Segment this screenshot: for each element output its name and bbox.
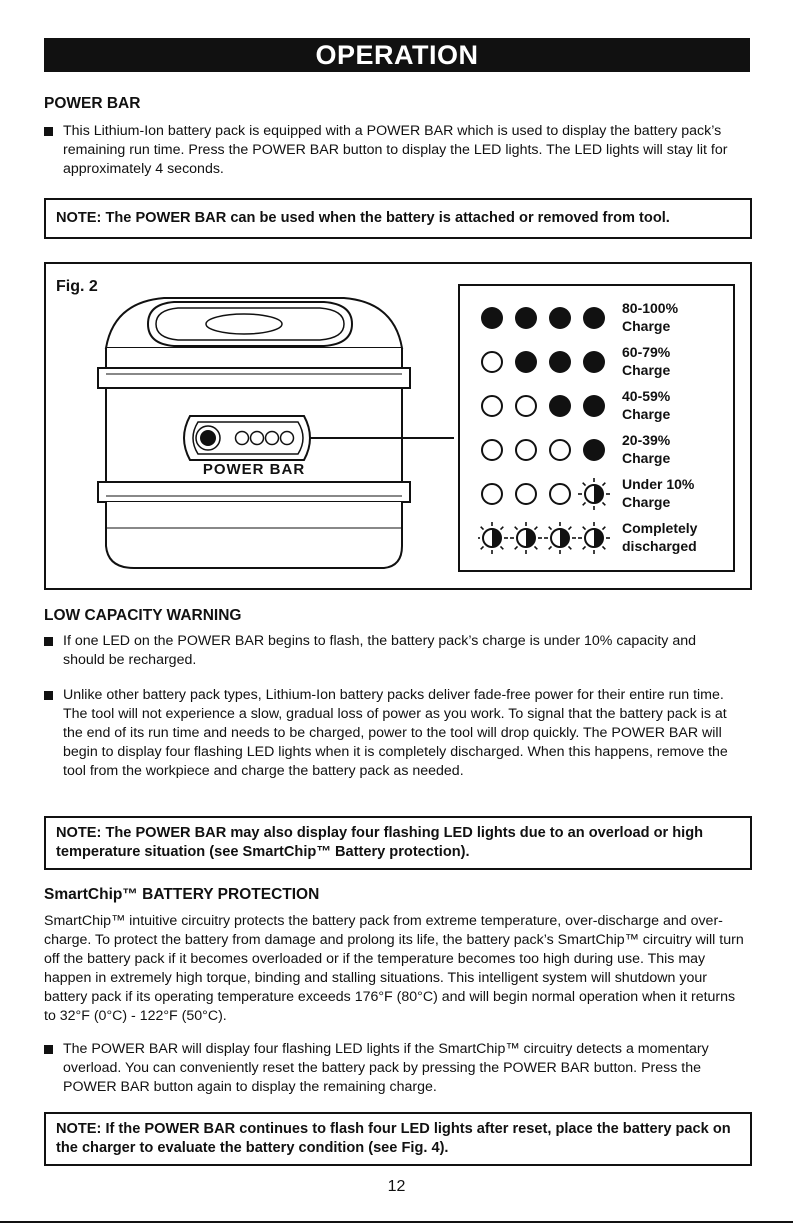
legend-row (460, 298, 733, 342)
led-on (583, 351, 605, 373)
smartchip-heading: SmartChip™ BATTERY PROTECTION (44, 886, 320, 903)
power-bar-heading: POWER BAR (44, 95, 141, 112)
page-number: 12 (387, 1178, 406, 1195)
led-flash (510, 522, 542, 554)
led-on (515, 351, 537, 373)
section-header: OPERATION (44, 38, 750, 72)
figure-2 (44, 262, 752, 590)
footer-rule (0, 1221, 793, 1223)
led-on (481, 307, 503, 329)
led-off (516, 484, 536, 504)
power-bar-label: POWER BAR (202, 461, 306, 478)
smartchip-bullet: The POWER BAR will display four flashing LED lights if the SmartChip™ circuitry detects a momentary overload. You can conveniently reset the battery pack by pressing the POWER BAR button. Press the POWER BAR button again to display the remaining charge. (44, 1040, 750, 1097)
led-indicator-icon (478, 430, 618, 470)
bullet-square (44, 637, 53, 646)
legend-label: Completely discharged (622, 520, 698, 554)
low-capacity-bullet-2: Unlike other battery pack types, Lithium-Ion battery packs deliver fade-free power for their entire run time. The tool will not experience a slow, gradual loss of power as you work. To signal that the battery pack is at the end of its run time and needs to be charged, power to the tool will drop quickly. The POWER BAR will begin to display four flashing LED lights when it is completely discharged. When this happens, remove the tool from the workpiece and charge the battery pack as needed. (44, 686, 750, 781)
legend-row (460, 386, 733, 430)
led-indicator-icon (478, 386, 618, 426)
power-bar-note: NOTE: The POWER BAR can be used when the battery is attached or removed from tool. (44, 198, 752, 239)
led-on (549, 351, 571, 373)
legend-row (460, 518, 733, 562)
power-bar-bullet: This Lithium-Ion battery pack is equipped with a POWER BAR which is used to display the battery pack’s remaining run time. Press the POWER BAR button to display the LED lights. The LED lights will stay lit for approximately 4 seconds. (44, 122, 750, 179)
led-flash (578, 478, 610, 510)
low-capacity-note: NOTE: The POWER BAR may also display four flashing LED lights due to an overload or high temperature situation (see SmartChip™ Battery protection). (44, 816, 752, 870)
led-indicator-icon (478, 342, 618, 382)
figure-label: Fig. 2 (56, 278, 98, 295)
led-on (549, 395, 571, 417)
led-off (516, 440, 536, 460)
led-indicator-icon (478, 518, 618, 558)
legend-label: 80-100% Charge (622, 300, 679, 334)
led-indicator-icon (478, 298, 618, 338)
led-off (482, 352, 502, 372)
legend-label: 20-39% Charge (622, 432, 671, 466)
led-on (549, 307, 571, 329)
led-flash (478, 522, 508, 554)
led-flash (544, 522, 576, 554)
legend-row (460, 430, 733, 474)
led-on (583, 439, 605, 461)
legend-label: 60-79% Charge (622, 344, 671, 378)
bullet-square (44, 1045, 53, 1054)
legend-label: Under 10% Charge (622, 476, 695, 510)
bullet-square (44, 127, 53, 136)
led-flash (578, 522, 610, 554)
led-on (515, 307, 537, 329)
smartchip-note: NOTE: If the POWER BAR continues to flash four LED lights after reset, place the battery pack on the charger to evaluate the battery condition (see Fig. 4). (44, 1112, 752, 1166)
smartchip-paragraph: SmartChip™ intuitive circuitry protects the battery pack from extreme temperature, over-discharge and over-charge. To protect the battery from damage and prolong its life, the battery pack’s SmartChip™ circuitry will turn off the battery pack if it becomes overloaded or if the temperature becomes too high during use. This may happen in extremely high torque, binding and stalling situations. This intelligent system will shutdown your battery pack if its operating temperature exceeds 176°F (80°C) and will begin normal operation when it returns to 32°F (0°C) - 122°F (50°C). (44, 913, 744, 1024)
led-off (516, 396, 536, 416)
low-capacity-heading: LOW CAPACITY WARNING (44, 607, 242, 624)
led-off (550, 440, 570, 460)
led-off (482, 484, 502, 504)
led-on (583, 307, 605, 329)
legend-label: 40-59% Charge (622, 388, 671, 422)
led-off (482, 440, 502, 460)
low-capacity-bullet-1: If one LED on the POWER BAR begins to flash, the battery pack’s charge is under 10% capacity and should be recharged. (44, 632, 720, 670)
battery-pack-illustration (94, 288, 454, 578)
led-on (583, 395, 605, 417)
legend-row (460, 474, 733, 518)
bullet-square (44, 691, 53, 700)
led-off (550, 484, 570, 504)
led-off (482, 396, 502, 416)
led-indicator-icon (478, 474, 618, 514)
led-legend (458, 284, 735, 572)
legend-row (460, 342, 733, 386)
